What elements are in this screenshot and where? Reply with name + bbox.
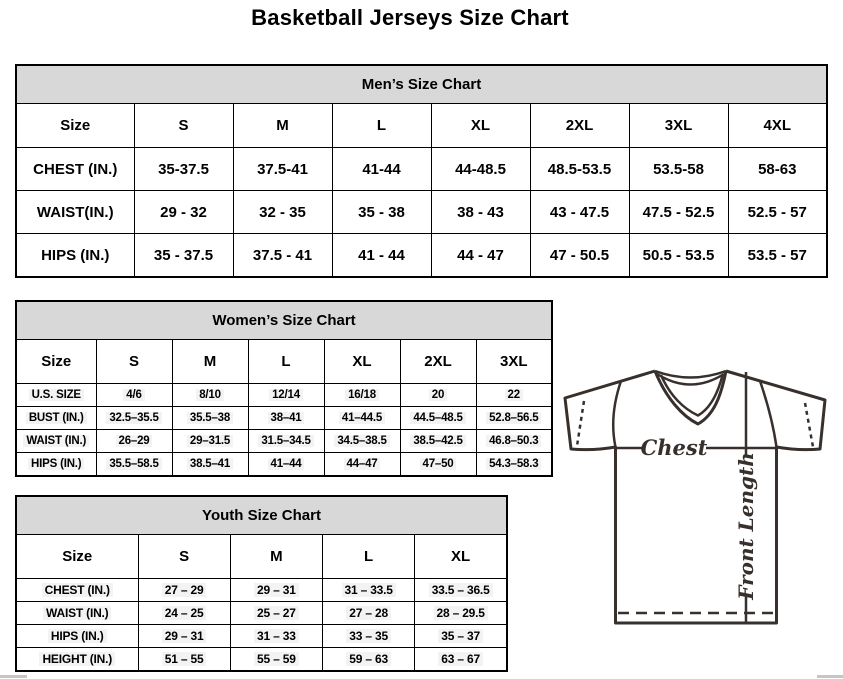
size-cell: 24 – 25 [138, 602, 230, 625]
size-cell: 44.5–48.5 [400, 407, 476, 430]
mens-col-header: 4XL [728, 104, 827, 148]
youth-size-table [15, 495, 508, 672]
womens-col-header: 2XL [400, 340, 476, 384]
size-cell: 34.5–38.5 [324, 430, 400, 453]
mens-col-header: L [332, 104, 431, 148]
size-cell: 50.5 - 53.5 [629, 234, 728, 278]
size-cell: 27 – 29 [138, 579, 230, 602]
size-cell: 48.5-53.5 [530, 148, 629, 191]
row-label: HIPS (IN.) [16, 453, 96, 477]
size-cell: 33.5 – 36.5 [415, 579, 507, 602]
front-length-label: Front Length [734, 452, 758, 600]
size-cell: 38–41 [248, 407, 324, 430]
size-cell: 53.5-58 [629, 148, 728, 191]
size-cell: 55 – 59 [230, 648, 322, 672]
size-cell: 31 – 33 [230, 625, 322, 648]
size-cell: 44-48.5 [431, 148, 530, 191]
jersey-collar-arc-outer [655, 371, 726, 378]
mens-col-header: XL [431, 104, 530, 148]
size-cell: 22 [476, 384, 552, 407]
mens-chest-row [16, 148, 827, 191]
womens-col-header: M [172, 340, 248, 384]
size-cell: 43 - 47.5 [530, 191, 629, 234]
row-label: WAIST(IN.) [16, 191, 134, 234]
row-label: U.S. SIZE [16, 384, 96, 407]
jersey-cuff-dash-left [577, 401, 584, 446]
size-cell: 38.5–41 [172, 453, 248, 477]
row-label: CHEST (IN.) [16, 148, 134, 191]
size-cell: 31.5–34.5 [248, 430, 324, 453]
mens-col-header: S [134, 104, 233, 148]
row-label: HEIGHT (IN.) [16, 648, 138, 672]
womens-size-table [15, 300, 553, 477]
row-label: HIPS (IN.) [16, 234, 134, 278]
size-cell: 58-63 [728, 148, 827, 191]
size-cell: 16/18 [324, 384, 400, 407]
youth-col-header: XL [415, 535, 507, 579]
chest-label: Chest [640, 435, 708, 460]
size-cell: 53.5 - 57 [728, 234, 827, 278]
womens-col-header: 3XL [476, 340, 552, 384]
mens-col-header: Size [16, 104, 134, 148]
size-cell: 35.5–38 [172, 407, 248, 430]
size-cell: 29 – 31 [138, 625, 230, 648]
size-cell: 44 - 47 [431, 234, 530, 278]
size-cell: 28 – 29.5 [415, 602, 507, 625]
jersey-armhole-seam-right [760, 381, 777, 447]
h-scrollbar-fragment-right[interactable] [817, 675, 843, 678]
youth-table-title: Youth Size Chart [16, 496, 507, 535]
youth-col-header: L [323, 535, 415, 579]
size-cell: 37.5-41 [233, 148, 332, 191]
womens-header-row [16, 340, 552, 384]
jersey-diagram [558, 358, 843, 673]
row-label: BUST (IN.) [16, 407, 96, 430]
h-scrollbar-fragment-left[interactable] [0, 675, 27, 678]
youth-waist-row [16, 602, 507, 625]
size-cell: 35.5–58.5 [96, 453, 172, 477]
size-cell: 25 – 27 [230, 602, 322, 625]
mens-table-title-row [16, 65, 827, 104]
mens-header-row [16, 104, 827, 148]
mens-col-header: 2XL [530, 104, 629, 148]
size-cell: 20 [400, 384, 476, 407]
size-cell: 59 – 63 [323, 648, 415, 672]
mens-col-header: 3XL [629, 104, 728, 148]
youth-height-row [16, 648, 507, 672]
size-cell: 37.5 - 41 [233, 234, 332, 278]
womens-bust-row [16, 407, 552, 430]
jersey-armhole-seam-left [613, 381, 621, 447]
row-label: WAIST (IN.) [16, 602, 138, 625]
size-cell: 32.5–35.5 [96, 407, 172, 430]
size-cell: 38.5–42.5 [400, 430, 476, 453]
size-cell: 47.5 - 52.5 [629, 191, 728, 234]
size-cell: 35-37.5 [134, 148, 233, 191]
youth-col-header: S [138, 535, 230, 579]
womens-waist-row [16, 430, 552, 453]
youth-col-header: M [230, 535, 322, 579]
womens-col-header: S [96, 340, 172, 384]
youth-hips-row [16, 625, 507, 648]
mens-size-table [15, 64, 828, 278]
size-cell: 38 - 43 [431, 191, 530, 234]
size-cell: 33 – 35 [323, 625, 415, 648]
size-cell: 27 – 28 [323, 602, 415, 625]
womens-us-size-row [16, 384, 552, 407]
size-cell: 35 - 38 [332, 191, 431, 234]
size-cell: 35 - 37.5 [134, 234, 233, 278]
size-cell: 32 - 35 [233, 191, 332, 234]
size-cell: 47 - 50.5 [530, 234, 629, 278]
size-cell: 52.8–56.5 [476, 407, 552, 430]
size-cell: 52.5 - 57 [728, 191, 827, 234]
mens-waist-row [16, 191, 827, 234]
jersey-cuff-dash-right [805, 403, 813, 447]
size-cell: 44–47 [324, 453, 400, 477]
size-cell: 31 – 33.5 [323, 579, 415, 602]
row-label: CHEST (IN.) [16, 579, 138, 602]
size-cell: 41–44 [248, 453, 324, 477]
size-cell: 41 - 44 [332, 234, 431, 278]
size-cell: 29 - 32 [134, 191, 233, 234]
jersey-outline [565, 371, 825, 623]
size-cell: 63 – 67 [415, 648, 507, 672]
row-label: WAIST (IN.) [16, 430, 96, 453]
page-title: Basketball Jerseys Size Chart [251, 5, 569, 30]
womens-table-title: Women’s Size Chart [16, 301, 552, 340]
womens-col-header: XL [324, 340, 400, 384]
mens-table-title: Men’s Size Chart [16, 65, 827, 104]
size-cell: 4/6 [96, 384, 172, 407]
womens-col-header: Size [16, 340, 96, 384]
mens-hips-row [16, 234, 827, 278]
youth-header-row [16, 535, 507, 579]
size-cell: 8/10 [172, 384, 248, 407]
youth-table-title-row [16, 496, 507, 535]
youth-chest-row [16, 579, 507, 602]
size-cell: 12/14 [248, 384, 324, 407]
size-cell: 46.8–50.3 [476, 430, 552, 453]
size-cell: 41-44 [332, 148, 431, 191]
mens-col-header: M [233, 104, 332, 148]
size-cell: 54.3–58.3 [476, 453, 552, 477]
size-cell: 51 – 55 [138, 648, 230, 672]
size-cell: 47–50 [400, 453, 476, 477]
womens-col-header: L [248, 340, 324, 384]
size-cell: 29–31.5 [172, 430, 248, 453]
womens-hips-row [16, 453, 552, 477]
row-label: HIPS (IN.) [16, 625, 138, 648]
size-cell: 29 – 31 [230, 579, 322, 602]
youth-col-header: Size [16, 535, 138, 579]
womens-table-title-row [16, 301, 552, 340]
size-cell: 26–29 [96, 430, 172, 453]
size-cell: 41–44.5 [324, 407, 400, 430]
size-cell: 35 – 37 [415, 625, 507, 648]
